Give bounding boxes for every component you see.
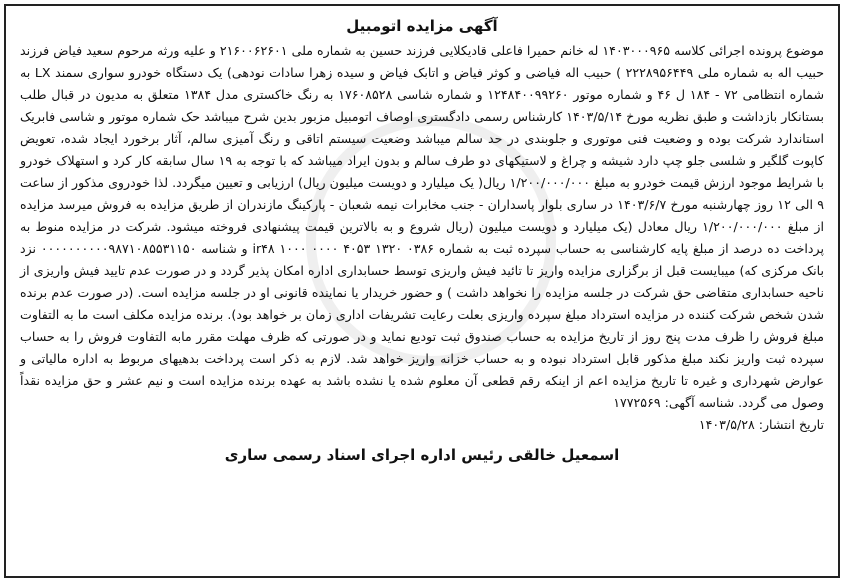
notice-frame <box>4 4 840 578</box>
notice-title: آگهی مزایده اتومبیل <box>346 17 498 35</box>
publication-date: تاریخ انتشار: ۱۴۰۳/۵/۲۸ <box>698 417 824 432</box>
signature-line: اسمعیل خالقی رئیس اداره اجرای اسناد رسمی ساری <box>224 446 620 464</box>
notice-content <box>20 14 824 568</box>
notice-body: موضوع پرونده اجرائی کلاسه ۱۴۰۳۰۰۰۹۶۵ له خانم حمیرا فاعلی قادیکلایی فرزند حسین به شماره ملی ۲۱۶۰۰۶۲۶۰۱ و علیه ورثه مرحوم سعید فیاض فرزند حبیب اله به شماره ملی ۲۲۲۸۹۵۶۴۴۹ ) حبیب اله فیاضی و کوثر فیاض و اتابک فیاض و سیده زهرا سادات نودهی) یک دستگاه خودرو سواری سمند LX به شماره انتظامی ۷۲ - ۱۸۴ ل ۴۶ و شماره موتور ۱۲۴۸۴۰۰۹۹۲۶۰ و شماره شاسی ۱۷۶۰۸۵۲۸ به رنگ خاکستری مدل ۱۳۸۴ متعلق به مدیون در قبال طلب بستانکار بازداشت و طبق نظریه مورخ ۱۴۰۳/۵/۱۴ کارشناس رسمی دادگستری اوصاف اتومبیل مزبور بدین شرح میباشد حک شماره موتور و شاسی فابریک استاندارد شرکت بوده و وضعیت فنی موتوری و جلوبندی در حد سالم میباشد وضعیت سیستم اتاقی و رنگ آمیزی سالم، آثار برخورد ایجاد شده، تعویض کاپوت گلگیر و شلسی جلو چپ دارد شیشه و چراغ و لاستیکهای دو طرف سالم و بدون ایراد میباشد که با توجه به ۱۹ سال سابقه کار کرد و استهلاک خودرو با شرایط موجود ارزش قیمت خودرو به مبلغ ۱/۲۰۰/۰۰۰/۰۰۰ ریال( یک میلیارد و دویست میلیون ریال) ارزیابی و تعیین میگردد. لذا خودروی مذکور از ساعت ۹ الی ۱۲ روز چهارشنبه مورخ ۱۴۰۳/۶/۷ در ساری بلوار پاسداران - جنب مخابرات نیمه شعبان - پارکینگ مازندران از طریق مزایده به فروش میرسد مزایده از مبلغ ۱/۲۰۰/۰۰۰/۰۰۰ ریال معادل (یک میلیارد و دویست میلیون (ریال شروع و به بالاترین قیمت پیشنهادی فروخته میشود. شرکت در مزایده منوط به پرداخت ده درصد از مبلغ پایه کارشناسی به حساب سپرده ثبت به شماره ۰۳۸۶ ۱۳۲۰ ۴۰۵۳ ۰۰۰۰ ۱۰۰۰ ir۴۸ و شناسه ۰۰۰۰۰۰۰۰۰۰۹۸۷۱۰۸۵۵۳۱۱۵۰ نزد بانک مرکزی که) میبایست قبل از برگزاری مزایده واریز تا تائید فیش واریزی توسط حسابداری اداره امکان پذیر گردد و در صورت عدم تایید فیش واریزی از ناحیه حسابداری متقاضی حق شرکت در جلسه مزایده را نخواهد داشت ) و حضور خریدار یا نماینده قانونی او در جلسه مزایده است. (در صورت عدم برنده شدن شخص شرکت کننده در مزایده استرداد مبلغ سپرده واریزی بعلت رعایت تشریفات اداری زمان بر خواهد بود). برنده مزایده مکلف است ما به التفاوت مبلغ فروش را ظرف مدت پنج روز از تاریخ مزایده به حساب صندوق ثبت تودیع نماید و در صورتی که ظرف مهلت مقرر مابه التفاوت فروش را به حساب سپرده ثبت واریز نکند مبلغ مذکور قابل استرداد نبوده و به حساب خزانه واریز خواهد شد. لازم به ذکر است پرداخت بدهیهای مربوط به اداره مالیاتی و عوارض شهرداری و غیره تا تاریخ مزایده اعم از اینکه رقم قطعی آن معلوم شده یا نشده باشد به عهده برنده مزایده است و نیم عشر و حق مزایده نقداً وصول می گردد. شناسه آگهی: ۱۷۷۲۵۶۹ <box>20 43 825 410</box>
